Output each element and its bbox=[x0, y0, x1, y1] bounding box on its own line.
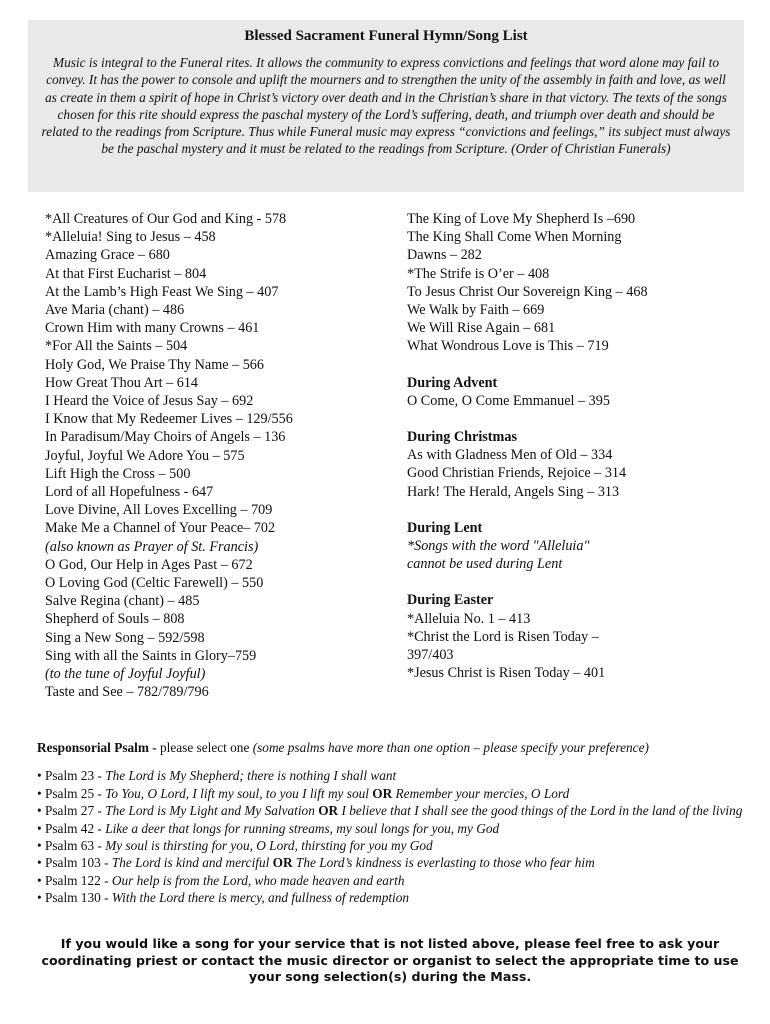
list-item: Taste and See – 782/789/796 bbox=[45, 684, 209, 701]
psalm-title bbox=[37, 739, 749, 756]
list-item: The King Shall Come When Morning bbox=[407, 229, 622, 246]
psalm-item bbox=[37, 872, 749, 889]
list-item: Holy God, We Praise Thy Name – 566 bbox=[45, 356, 264, 373]
list-item: Crown Him with many Crowns – 461 bbox=[45, 320, 260, 337]
psalm-response: The Lord is My Light and My Salvation bbox=[105, 803, 319, 819]
list-item: *The Strife is O’er – 408 bbox=[407, 265, 550, 282]
list-item: Love Divine, All Loves Excelling – 709 bbox=[45, 502, 273, 519]
psalm-response-alt: The Lord’s kindness is everlasting to those who fear him bbox=[292, 855, 595, 871]
section-heading-christmas: During Christmas bbox=[407, 429, 517, 446]
lent-note: cannot be used during Lent bbox=[407, 556, 563, 573]
list-item: Make Me a Channel of Your Peace– 702 bbox=[45, 520, 276, 537]
list-item: *Alleluia! Sing to Jesus – 458 bbox=[45, 229, 216, 246]
psalm-title-note: (some psalms have more than one option – please specify your preference) bbox=[252, 740, 649, 755]
psalm-item bbox=[37, 785, 749, 802]
psalm-response: Like a deer that longs for running streams, my soul longs for you, my God bbox=[105, 820, 500, 836]
psalm-number: • Psalm 25 - bbox=[37, 785, 106, 801]
list-item: *For All the Saints – 504 bbox=[45, 338, 188, 355]
list-item: I Know that My Redeemer Lives – 129/556 bbox=[45, 411, 293, 428]
psalm-response: With the Lord there is mercy, and fullness of redemption bbox=[111, 890, 410, 906]
hymn-list-right bbox=[407, 210, 737, 682]
psalm-number: • Psalm 23 - bbox=[37, 768, 106, 784]
psalm-response: To You, O Lord, I lift my soul, to you I lift my soul bbox=[105, 785, 373, 801]
list-item: In Paradisum/May Choirs of Angels – 136 bbox=[45, 429, 286, 446]
hymn-list-left bbox=[45, 210, 390, 701]
list-item: Joyful, Joyful We Adore You – 575 bbox=[45, 447, 245, 464]
list-item: I Heard the Voice of Jesus Say – 692 bbox=[45, 393, 254, 410]
psalm-item bbox=[37, 854, 749, 871]
list-item-note: (also known as Prayer of St. Francis) bbox=[45, 538, 259, 555]
list-item: Lift High the Cross – 500 bbox=[45, 465, 191, 482]
list-item: O Come, O Come Emmanuel – 395 bbox=[407, 392, 610, 409]
psalm-response: The Lord is kind and merciful bbox=[111, 855, 273, 871]
list-item: To Jesus Christ Our Sovereign King – 468 bbox=[407, 283, 648, 300]
psalm-number: • Psalm 130 - bbox=[37, 890, 112, 906]
list-item: How Great Thou Art – 614 bbox=[45, 374, 199, 391]
list-item: We Walk by Faith – 669 bbox=[407, 302, 545, 319]
list-item: Amazing Grace – 680 bbox=[45, 247, 170, 264]
psalm-response-alt: I believe that I shall see the good things of the Lord in the land of the living bbox=[338, 803, 743, 819]
psalm-title-instruction: please select one bbox=[156, 740, 253, 755]
psalm-number: • Psalm 27 - bbox=[37, 803, 106, 819]
psalm-section bbox=[37, 739, 749, 907]
section-heading-advent: During Advent bbox=[407, 374, 498, 391]
psalm-number: • Psalm 42 - bbox=[37, 820, 106, 836]
intro-box bbox=[28, 20, 744, 192]
psalm-number: • Psalm 122 - bbox=[37, 872, 112, 888]
list-item: The King of Love My Shepherd Is –690 bbox=[407, 211, 636, 227]
list-item: At the Lamb’s High Feast We Sing – 407 bbox=[45, 283, 279, 300]
list-item: What Wondrous Love is This – 719 bbox=[407, 338, 609, 355]
psalm-item bbox=[37, 837, 749, 854]
psalm-item bbox=[37, 889, 749, 906]
list-item: Ave Maria (chant) – 486 bbox=[45, 302, 185, 319]
list-item: *Alleluia No. 1 – 413 bbox=[407, 610, 531, 627]
psalm-response: The Lord is My Shepherd; there is nothing I shall want bbox=[105, 768, 397, 784]
list-item: *Jesus Christ is Risen Today – 401 bbox=[407, 665, 606, 682]
list-item: 397/403 bbox=[407, 647, 454, 664]
list-item: As with Gladness Men of Old – 334 bbox=[407, 447, 613, 464]
list-item: Sing a New Song – 592/598 bbox=[45, 629, 205, 646]
list-item: O Loving God (Celtic Farewell) – 550 bbox=[45, 575, 264, 592]
psalm-item bbox=[37, 802, 749, 819]
psalm-response-alt: Remember your mercies, O Lord bbox=[392, 785, 570, 801]
list-item: Good Christian Friends, Rejoice – 314 bbox=[407, 465, 627, 482]
list-item: *Christ the Lord is Risen Today – bbox=[407, 628, 599, 645]
list-item: Dawns – 282 bbox=[407, 247, 482, 264]
list-item: We Will Rise Again – 681 bbox=[407, 320, 556, 337]
section-heading-lent: During Lent bbox=[407, 519, 483, 536]
psalm-item bbox=[37, 767, 749, 784]
psalm-response: My soul is thirsting for you, O Lord, thirsting for you my God bbox=[105, 838, 433, 854]
list-item: Sing with all the Saints in Glory–759 bbox=[45, 647, 257, 664]
list-item: At that First Eucharist – 804 bbox=[45, 265, 207, 282]
section-heading-easter: During Easter bbox=[407, 592, 494, 609]
intro-paragraph: Music is integral to the Funeral rites. It allows the community to express convictions and feelings that word alone may fail to convey. It has the power to console and uplift the mourners and to strengthen the unity of the assembly in faith and love, as well as create in them a spirit of hope in Christ’s victory over death and in the Christian’s share in that victory. The texts of the songs chosen for this rite should express the paschal mystery of the Lord’s suffering, death, and triumph over death and should be related to the readings from Scripture. Thus while Funeral music may express “convictions and feelings,” its subject must always be the paschal mystery and it must be related to the readings from Scripture. (Order of Christian Funerals) bbox=[41, 55, 731, 157]
psalm-number: • Psalm 63 - bbox=[37, 838, 106, 854]
list-item: O God, Our Help in Ages Past – 672 bbox=[45, 556, 253, 573]
list-item: Hark! The Herald, Angels Sing – 313 bbox=[407, 483, 620, 500]
psalm-item bbox=[37, 820, 749, 837]
or-separator: OR bbox=[272, 855, 293, 871]
or-separator: OR bbox=[318, 803, 339, 819]
page-title: Blessed Sacrament Funeral Hymn/Song List bbox=[244, 28, 528, 44]
or-separator: OR bbox=[372, 785, 393, 801]
list-item: Salve Regina (chant) – 485 bbox=[45, 593, 200, 610]
list-item-note: (to the tune of Joyful Joyful) bbox=[45, 666, 206, 683]
psalm-title-label: Responsorial Psalm - bbox=[37, 740, 157, 755]
list-item: *All Creatures of Our God and King - 578 bbox=[45, 211, 287, 227]
psalm-number: • Psalm 103 - bbox=[37, 855, 112, 871]
footer-note: If you would like a song for your service that is not listed above, please feel free to ask your coordinating priest or contact the music director or organist to select the appropriate time to use your song selection(s) during the Mass. bbox=[41, 936, 739, 984]
list-item: Lord of all Hopefulness - 647 bbox=[45, 484, 214, 501]
lent-note: *Songs with the word "Alleluia" bbox=[407, 538, 590, 555]
psalm-response: Our help is from the Lord, who made heaven and earth bbox=[111, 872, 405, 888]
list-item: Shepherd of Souls – 808 bbox=[45, 611, 185, 628]
